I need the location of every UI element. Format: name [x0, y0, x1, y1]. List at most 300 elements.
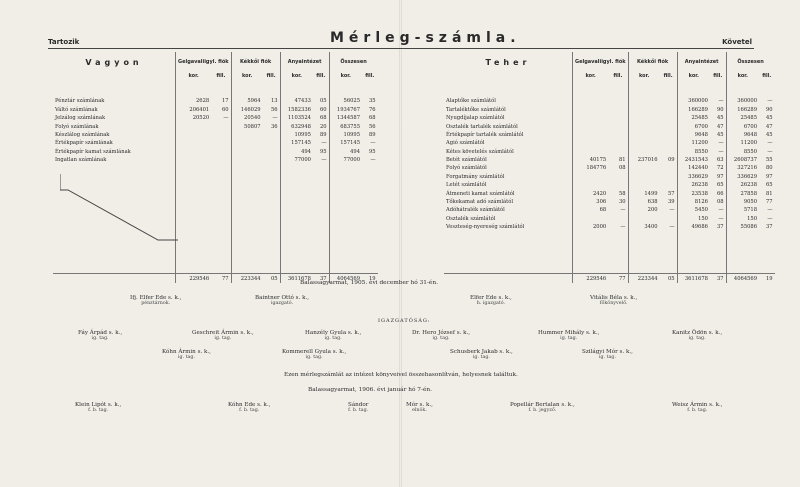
cell-value [231, 139, 262, 147]
table-row [444, 181, 775, 189]
cell-value: 184776 [573, 164, 609, 172]
table-row [53, 97, 378, 105]
signature: Weisz Ármin s. k., f. b. tag. [672, 402, 723, 413]
cell-value [176, 122, 212, 130]
table-row [53, 139, 378, 147]
sub-col-head: fill. [762, 73, 772, 80]
signature: Ifj. Elfer Ede s. k., pénztárnok. [130, 295, 182, 306]
table-row [444, 106, 775, 114]
cell-value: 1344587 [329, 114, 362, 122]
cell-value: 9648 [677, 131, 710, 139]
cell-value [573, 106, 609, 114]
total-value: 77 [211, 274, 231, 283]
total-value: 37 [313, 274, 329, 283]
cell-value [628, 173, 659, 181]
cell-value [628, 148, 659, 156]
table-row [53, 131, 378, 139]
total-value: 19 [759, 274, 775, 283]
cell-value [608, 97, 628, 105]
cell-value: 150 [677, 215, 710, 223]
sub-col-head: kor. [726, 72, 759, 80]
cell-value: — [718, 207, 724, 214]
cell-value: 37 [717, 224, 724, 231]
cell-value [263, 148, 281, 156]
cell-value: 2628 [176, 97, 212, 105]
row-label: Veszteség-nyereség számlától [446, 224, 525, 231]
cell-value [608, 122, 628, 130]
row-label: Tartaléktőke számlától [446, 106, 506, 113]
cell-value: 25485 [677, 114, 710, 122]
col-head: Gelgavaliigyl. fiók [176, 52, 232, 72]
table-row [53, 156, 378, 164]
cell-value: 1582336 [280, 106, 313, 114]
col-head: Anyaintézet [677, 52, 726, 72]
page-fold [399, 0, 402, 487]
assets-section-title: Vagyon [85, 57, 143, 67]
cell-value: — [370, 140, 376, 147]
cell-value [660, 114, 678, 122]
row-label: Tőkekamat adó számlától [446, 199, 513, 206]
cell-value [176, 139, 212, 147]
cell-value: 77000 [280, 156, 313, 164]
sub-col-head: kor. [231, 72, 262, 80]
cell-value [628, 122, 659, 130]
cell-value: 206401 [176, 106, 212, 114]
signature: Sándor f. b. tag. [348, 402, 369, 413]
cell-value: 08 [619, 165, 626, 172]
cell-value: — [272, 115, 278, 122]
cell-value: 11200 [677, 139, 710, 147]
cell-value: — [669, 207, 675, 214]
total-value: 37 [710, 274, 726, 283]
cell-value: 45 [766, 115, 773, 122]
table-row [444, 215, 775, 223]
signature: Popellár Bertalan s. k., f. b. jegyző. [510, 402, 575, 413]
cell-value: 65 [717, 182, 724, 189]
cell-value: 157145 [280, 139, 313, 147]
cell-value: — [620, 224, 626, 231]
cell-value [231, 148, 262, 156]
cell-value: 89 [369, 131, 376, 138]
table-row [444, 139, 775, 147]
cell-value: 306 [573, 198, 609, 206]
cell-value: 08 [717, 199, 724, 206]
cell-value [573, 173, 609, 181]
signature: Mór s. k., elnök. [406, 402, 433, 413]
row-label: Értékpapír tartalék számlától [446, 131, 524, 138]
cell-value: 638 [628, 198, 659, 206]
cell-value: 360000 [726, 97, 759, 105]
sub-col-head: fill. [266, 73, 276, 80]
row-label: Kétes követelés számlától [446, 148, 514, 155]
cell-value: — [370, 157, 376, 164]
cell-value: — [767, 98, 773, 105]
cell-value [628, 106, 659, 114]
row-label: Osztalék számlától [446, 215, 496, 222]
cell-value: 23538 [677, 189, 710, 197]
signature: Geschreit Ármin s. k., ig. tag. [192, 330, 254, 341]
row-label: Ingatlan számlának [55, 157, 107, 164]
cell-value: 5718 [726, 206, 759, 214]
cell-value: — [767, 148, 773, 155]
row-label: Betét számlától [446, 157, 487, 164]
sub-col-head: fill. [316, 73, 326, 80]
cell-value: 632948 [280, 122, 313, 130]
signature: Hanzély Gyula s. k., ig. tag. [305, 330, 362, 341]
cell-value: 50807 [231, 122, 262, 130]
liabilities-table [444, 52, 775, 283]
cell-value: 57 [668, 190, 675, 197]
cell-value [211, 131, 231, 139]
cell-value: 8550 [677, 148, 710, 156]
header-rule [48, 48, 754, 49]
table-row [444, 206, 775, 214]
row-label: Forgatmány számlától [446, 173, 505, 180]
cell-value [211, 156, 231, 164]
total-value: 229546 [573, 274, 609, 283]
signature: Kóhn Ármin s. k., ig. tag. [162, 349, 211, 360]
table-row [444, 122, 775, 130]
table-row [444, 198, 775, 206]
cell-value: — [321, 157, 327, 164]
cell-value: 157145 [329, 139, 362, 147]
cell-value: — [321, 140, 327, 147]
cell-value: 49686 [677, 223, 710, 231]
cell-value [176, 156, 212, 164]
cell-value: 89 [320, 131, 327, 138]
row-label: Értékpapír kamat számlának [55, 148, 131, 155]
cell-value: 66 [717, 190, 724, 197]
cell-value: 25485 [726, 114, 759, 122]
total-value: 77 [608, 274, 628, 283]
cell-value: 81 [619, 157, 626, 164]
liabilities-section-title: Teher [485, 57, 531, 67]
sub-col-head: kor. [176, 72, 212, 80]
cell-value: 360000 [677, 97, 710, 105]
signature: Kanitz Ödön s. k., ig. tag. [672, 330, 723, 341]
total-value: 05 [263, 274, 281, 283]
table-row [444, 164, 775, 172]
cell-value [573, 139, 609, 147]
cell-value: 3400 [628, 223, 659, 231]
cell-value: 2431543 [677, 156, 710, 164]
date-line-1: Balassagyarmat, 1905. évi december hó 31-én. [300, 280, 438, 286]
cell-value: 09 [668, 157, 675, 164]
cell-value: 45 [766, 131, 773, 138]
cell-value: 60 [222, 106, 229, 113]
col-head: Összesen [726, 52, 775, 72]
cell-value [660, 164, 678, 172]
cell-value: 26238 [726, 181, 759, 189]
total-value: 3611678 [280, 274, 313, 283]
col-head: Összesen [329, 52, 378, 72]
cell-value: 97 [766, 173, 773, 180]
cell-value [660, 131, 678, 139]
cell-value: 58 [619, 190, 626, 197]
cell-value: 20540 [231, 114, 262, 122]
cell-value [608, 131, 628, 139]
total-value: 4064569 [329, 274, 362, 283]
cell-value: 77000 [329, 156, 362, 164]
cell-value: 5964 [231, 97, 262, 105]
verification-text: Ezen mérlegszámlát az intézet könyveivel összehasonlítván, helyesnek találtuk. [284, 372, 518, 378]
cell-value [573, 97, 609, 105]
header-right: Követel [722, 38, 752, 46]
cell-value [263, 156, 281, 164]
cell-value: 68 [320, 115, 327, 122]
table-row [444, 223, 775, 231]
cell-value: 10995 [329, 131, 362, 139]
cell-value: 336629 [726, 173, 759, 181]
cell-value [660, 106, 678, 114]
signature: Kommerell Gyula s. k., ig. tag. [282, 349, 347, 360]
board-heading: IGAZGATÓSÁG: [378, 318, 431, 324]
row-label: Jelzálog számlának [55, 115, 106, 122]
table-row [53, 148, 378, 156]
row-label: Osztalék tartalék számlától [446, 123, 518, 130]
total-value: 4064569 [726, 274, 759, 283]
signature: Dr. Hero József s. k., ig. tag. [412, 330, 471, 341]
cell-value: 63 [717, 157, 724, 164]
cell-value: 56 [369, 123, 376, 130]
cell-value: 146029 [231, 106, 262, 114]
cell-value: 95 [320, 148, 327, 155]
cell-value: 39 [668, 199, 675, 206]
cell-value: 80 [766, 165, 773, 172]
cell-value: 40175 [573, 156, 609, 164]
col-head: Gelgavaliigyl. fiók [573, 52, 629, 72]
cell-value: 77 [766, 199, 773, 206]
cell-value: 65 [766, 182, 773, 189]
signature: Klein Lipót s. k., f. b. tag. [75, 402, 122, 413]
cell-value [628, 215, 659, 223]
cell-value [573, 215, 609, 223]
signature: Schusberk Jakab s. k., ig. tag. [450, 349, 513, 360]
cell-value [573, 131, 609, 139]
total-value: 3611678 [677, 274, 710, 283]
cell-value [231, 131, 262, 139]
row-label: Nyugdíjalap számlától [446, 115, 505, 122]
sub-header-row [444, 72, 775, 80]
table-row [53, 114, 378, 122]
cell-value [628, 164, 659, 172]
cell-value: 327216 [726, 164, 759, 172]
table-row [53, 122, 378, 130]
cell-value [628, 131, 659, 139]
cell-value: 5450 [677, 206, 710, 214]
cell-value: 1103524 [280, 114, 313, 122]
row-label: Folyó számlának [55, 123, 99, 130]
cell-value: 9050 [726, 198, 759, 206]
total-value: 05 [660, 274, 678, 283]
cell-value: 20520 [176, 114, 212, 122]
table-row [444, 114, 775, 122]
cell-value: 90 [766, 106, 773, 113]
cell-value: 9648 [726, 131, 759, 139]
cell-value [573, 148, 609, 156]
cell-value [628, 181, 659, 189]
cell-value [628, 114, 659, 122]
cell-value: 95 [369, 148, 376, 155]
row-label: Folyó számlától [446, 165, 487, 172]
total-value: 19 [362, 274, 378, 283]
cell-value: 35 [369, 98, 376, 105]
row-label: Letét számlától [446, 182, 487, 189]
col-head: Anyaintézet [280, 52, 329, 72]
cancel-stroke [60, 172, 180, 252]
cell-value: — [718, 140, 724, 147]
row-label: Agió számlától [446, 140, 485, 147]
header-left: Tartozik [48, 38, 80, 46]
row-label: Alaptőke számlától [446, 98, 496, 105]
cell-value: 13 [271, 98, 278, 105]
cell-value: 76 [369, 106, 376, 113]
cell-value: 81 [766, 190, 773, 197]
cell-value: 27858 [726, 189, 759, 197]
cell-value: 1499 [628, 189, 659, 197]
cell-value [176, 148, 212, 156]
cell-value [608, 139, 628, 147]
signature: Vitális Béla s. k., főkönyvelő. [590, 295, 638, 306]
sub-col-head: fill. [216, 73, 226, 80]
cell-value: 47433 [280, 97, 313, 105]
cell-value [608, 215, 628, 223]
cell-value [628, 97, 659, 105]
signature: Baintner Ottó s. k., igazgató. [255, 295, 310, 306]
cell-value: 11200 [726, 139, 759, 147]
cell-value: 45 [717, 115, 724, 122]
cell-value: 30 [619, 199, 626, 206]
sub-header-row [53, 72, 378, 80]
cell-value: 68 [369, 115, 376, 122]
cell-value: 10995 [280, 131, 313, 139]
cell-value: 494 [329, 148, 362, 156]
cell-value [573, 122, 609, 130]
cell-value: — [223, 115, 229, 122]
signature: Hummer Mihály s. k., ig. tag. [538, 330, 600, 341]
cell-value: 200 [628, 206, 659, 214]
cell-value: 90 [717, 106, 724, 113]
total-value: 229546 [176, 274, 212, 283]
cell-value: — [620, 207, 626, 214]
sub-col-head: kor. [628, 72, 659, 80]
cell-value [660, 173, 678, 181]
sub-col-head: kor. [573, 72, 609, 80]
cell-value: 47 [717, 123, 724, 130]
cell-value [660, 97, 678, 105]
cell-value: 37 [766, 224, 773, 231]
cell-value [573, 181, 609, 189]
table-row [444, 156, 775, 164]
cell-value: 683755 [329, 122, 362, 130]
cell-value [608, 114, 628, 122]
cell-value [660, 148, 678, 156]
cell-value: 8126 [677, 198, 710, 206]
table-row [444, 97, 775, 105]
cell-value: 150 [726, 215, 759, 223]
sub-col-head: fill. [663, 73, 673, 80]
signature: Fáy Árpád s. k., ig. tag. [78, 330, 123, 341]
cell-value: — [718, 148, 724, 155]
cell-value: 6700 [677, 122, 710, 130]
cell-value [608, 148, 628, 156]
cell-value [660, 215, 678, 223]
cell-value [608, 106, 628, 114]
total-row [444, 274, 775, 283]
table-row [53, 106, 378, 114]
sub-col-head: kor. [677, 72, 710, 80]
cell-value [608, 173, 628, 181]
row-label: Értékpapír számlának [55, 140, 113, 147]
document-title: Mérleg-számla. [330, 30, 521, 46]
cell-value: 47 [766, 123, 773, 130]
cell-value: 237016 [628, 156, 659, 164]
cell-value: 55086 [726, 223, 759, 231]
cell-value: 72 [717, 165, 724, 172]
sub-col-head: kor. [280, 72, 313, 80]
cell-value [211, 139, 231, 147]
cell-value: 56025 [329, 97, 362, 105]
cell-value [660, 181, 678, 189]
cell-value [660, 139, 678, 147]
cell-value: — [669, 224, 675, 231]
cell-value: 36 [271, 123, 278, 130]
cell-value: 494 [280, 148, 313, 156]
cell-value [608, 181, 628, 189]
cell-value: 1934767 [329, 106, 362, 114]
cell-value [628, 139, 659, 147]
total-value: 223344 [628, 274, 659, 283]
cell-value [211, 122, 231, 130]
cell-value [660, 122, 678, 130]
signature: Kóhn Ede s. k., f. b. tag. [228, 402, 271, 413]
row-label: Pénztár számlának [55, 98, 105, 105]
sub-col-head: fill. [713, 73, 723, 80]
cell-value: 05 [320, 98, 327, 105]
cell-value: — [718, 215, 724, 222]
sub-col-head: kor. [329, 72, 362, 80]
col-head: Kékkői fiók [231, 52, 280, 72]
total-value: 223344 [231, 274, 262, 283]
cell-value: 336629 [677, 173, 710, 181]
row-label: Átmeneti kamat számlától [446, 190, 515, 197]
col-head: Kékkői fiók [628, 52, 677, 72]
cell-value [573, 114, 609, 122]
cell-value [231, 156, 262, 164]
cell-value: 166289 [677, 106, 710, 114]
cell-value [263, 139, 281, 147]
sub-col-head: fill. [365, 73, 375, 80]
cell-value: — [767, 140, 773, 147]
cell-value: 55 [766, 157, 773, 164]
cell-value: 20 [320, 123, 327, 130]
cell-value: — [718, 98, 724, 105]
signature: Elfer Ede s. k., h. igazgató. [470, 295, 512, 306]
table-row [444, 173, 775, 181]
cell-value: 142440 [677, 164, 710, 172]
cell-value: — [767, 207, 773, 214]
row-label: Készlálog számlának [55, 131, 110, 138]
table-row [444, 131, 775, 139]
cell-value: — [767, 215, 773, 222]
cell-value: 2608737 [726, 156, 759, 164]
row-label: Váltó számlának [55, 106, 98, 113]
cell-value: 68 [573, 206, 609, 214]
cell-value: 45 [717, 131, 724, 138]
cell-value: 56 [271, 106, 278, 113]
cell-value [263, 131, 281, 139]
cell-value: 2000 [573, 223, 609, 231]
